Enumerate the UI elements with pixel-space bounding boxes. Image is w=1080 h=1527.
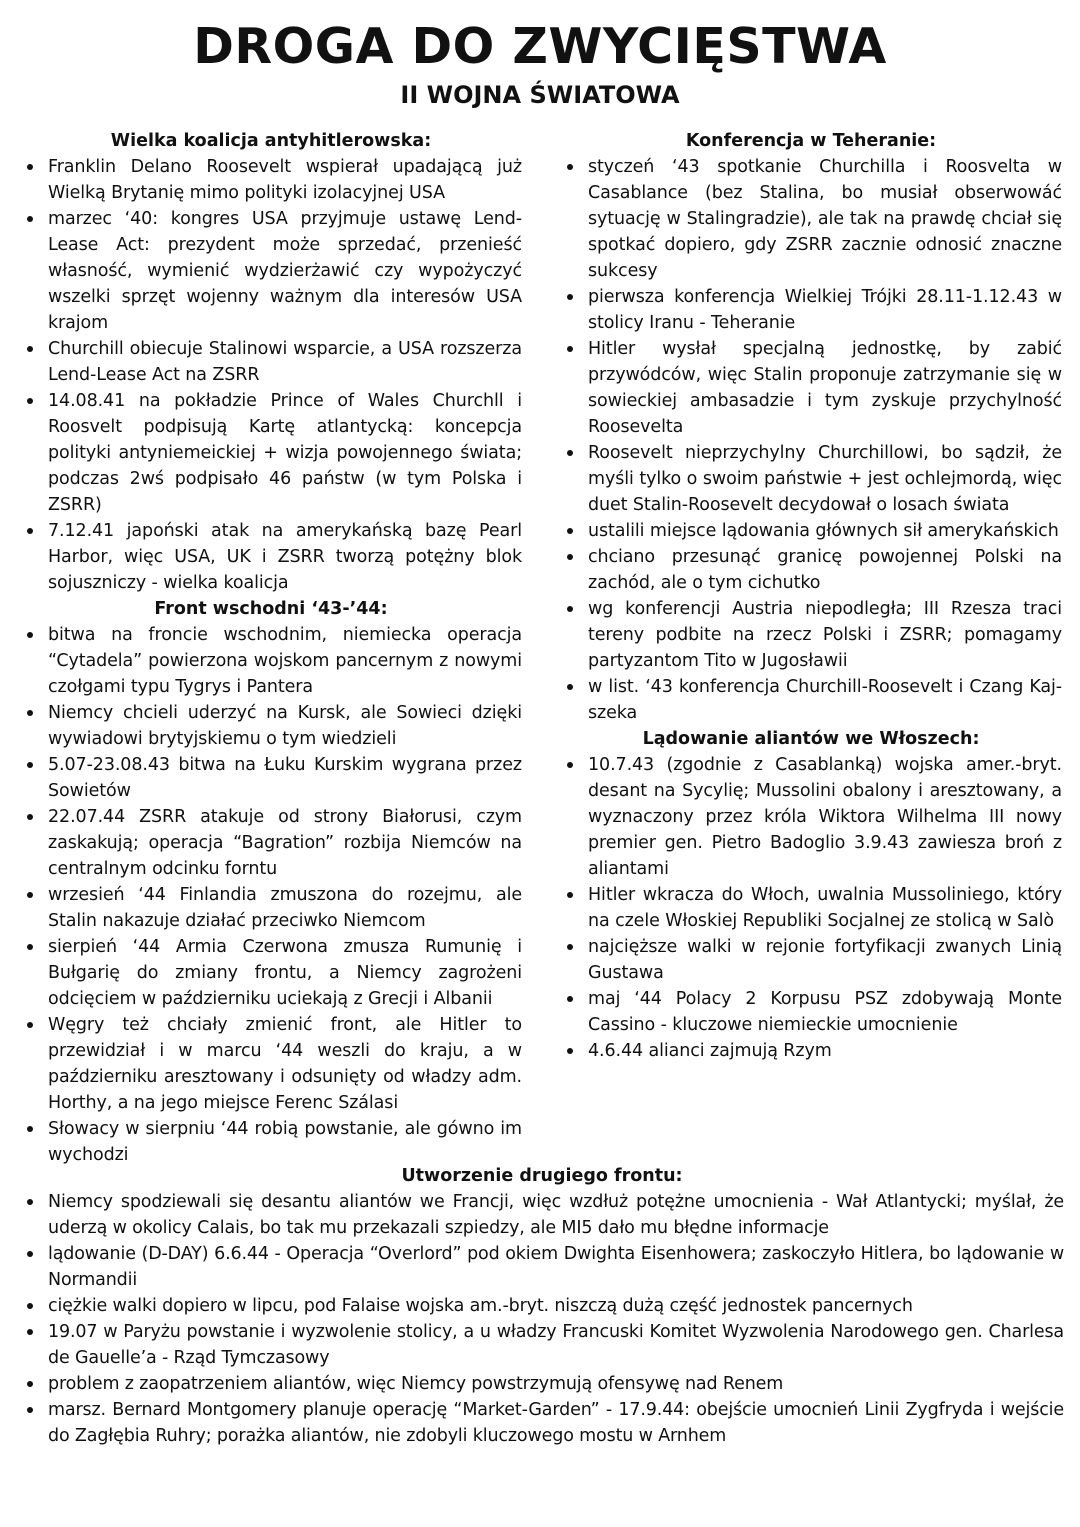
list-item: wrzesień ‘44 Finlandia zmuszona do rozejmu, ale Stalin nakazuje działać przeciwko Niemcom — [20, 882, 522, 934]
list-item: 5.07-23.08.43 bitwa na Łuku Kurskim wygrana przez Sowietów — [20, 752, 522, 804]
list-item: 10.7.43 (zgodnie z Casablanką) wojska amer.-bryt. desant na Sycylię; Mussolini obalony i aresztowany, a wyznaczony przez króla Wiktora Wilhelma III nowy premier gen. Pietro Badoglio 3.9.43 zawiesza broń z aliantami — [560, 752, 1062, 882]
section-heading-wlochy: Lądowanie aliantów we Włoszech: — [642, 729, 980, 749]
list-item: sierpień ‘44 Armia Czerwona zmusza Rumunię i Bułgarię do zmiany frontu, a Niemcy zagrożeni odcięciem w październiku uciekają z Grecji i Albanii — [20, 934, 522, 1012]
list-item: ciężkie walki dopiero w lipcu, pod Falaise wojska am.-bryt. niszczą dużą część jednostek pancernych — [20, 1293, 1064, 1319]
bullet-list-front-wschodni — [20, 622, 522, 1168]
list-item: lądowanie (D-DAY) 6.6.44 - Operacja “Overlord” pod okiem Dwighta Eisenhowera; zaskoczyło Hitlera, bo lądowanie w Normandii — [20, 1241, 1064, 1293]
bullet-list-koalicja — [20, 154, 522, 596]
section-teheran — [560, 128, 1062, 726]
list-item: 22.07.44 ZSRR atakuje od strony Białorusi, czym zaskakują; operacja “Bagration” rozbija Niemców na centralnym odcinku forntu — [20, 804, 522, 882]
section-heading-front-wschodni: Front wschodni ‘43-’44: — [154, 599, 388, 619]
list-item: Węgry też chciały zmienić front, ale Hitler to przewidział i w marcu ‘44 weszli do kraju, a w październiku aresztowany i odsunięty od władzy adm. Horthy, a na jego miejsce Ferenc Szálasi — [20, 1012, 522, 1116]
section-wlochy — [560, 726, 1062, 1064]
section-heading-koalicja: Wielka koalicja antyhitlerowska: — [110, 131, 432, 151]
list-item: bitwa na froncie wschodnim, niemiecka operacja “Cytadela” powierzona wojskom pancernym z nowymi czołgami typu Tygrys i Pantera — [20, 622, 522, 700]
list-item: Churchill obiecuje Stalinowi wsparcie, a USA rozszerza Lend-Lease Act na ZSRR — [20, 336, 522, 388]
bullet-list-drugi-front — [20, 1189, 1064, 1449]
list-item: chciano przesunąć granicę powojennej Polski na zachód, ale o tym cichutko — [560, 544, 1062, 596]
list-item: Hitler wkracza do Włoch, uwalnia Mussoliniego, który na czele Włoskiej Republiki Socjalnej ze stolicą w Salò — [560, 882, 1062, 934]
section-heading-drugi-front: Utworzenie drugiego frontu: — [401, 1166, 683, 1186]
list-item: Roosevelt nieprzychylny Churchillowi, bo sądził, że myśli tylko o swoim państwie + jest ochlejmordą, więc duet Stalin-Roosevelt decydował o losach świata — [560, 440, 1062, 518]
list-item: Franklin Delano Roosevelt wspierał upadającą już Wielką Brytanię mimo polityki izolacyjnej USA — [20, 154, 522, 206]
list-item: problem z zaopatrzeniem aliantów, więc Niemcy powstrzymują ofensywę nad Renem — [20, 1371, 1064, 1397]
list-item: w list. ‘43 konferencja Churchill-Roosevelt i Czang Kaj-szeka — [560, 674, 1062, 726]
page-subtitle: II WOJNA ŚWIATOWA — [400, 81, 680, 109]
list-item: wg konferencji Austria niepodległa; III Rzesza traci tereny podbite na rzecz Polski i ZSRR; pomagamy partyzantom Tito w Jugosławii — [560, 596, 1062, 674]
list-item: marzec ‘40: kongres USA przyjmuje ustawę Lend-Lease Act: prezydent może sprzedać, przenieść własność, wymienić wydzierżawić czy wypożyczyć wszelki sprzęt wojenny ważnym dla interesów USA krajom — [20, 206, 522, 336]
list-item: marsz. Bernard Montgomery planuje operację “Market-Garden” - 17.9.44: obejście umocnień Linii Zygfryda i wejście do Zagłębia Ruhry; porażka aliantów, nie zdobyli kluczowego mostu w Arnhem — [20, 1397, 1064, 1449]
list-item: pierwsza konferencja Wielkiej Trójki 28.11-1.12.43 w stolicy Iranu - Teheranie — [560, 284, 1062, 336]
list-item: Niemcy chcieli uderzyć na Kursk, ale Sowieci dzięki wywiadowi brytyjskiemu o tym wiedzieli — [20, 700, 522, 752]
list-item: 14.08.41 na pokładzie Prince of Wales Churchll i Roosvelt podpisują Kartę atlantycką: koncepcja polityki antyniemeickiej + wizja powojennego świata; podczas 2wś podpisało 46 państw (w tym Polska i ZSRR) — [20, 388, 522, 518]
left-column — [20, 128, 522, 1168]
section-front-wschodni — [20, 596, 522, 1168]
list-item: styczeń ‘43 spotkanie Churchilla i Roosvelta w Casablance (bez Stalina, bo musiał obserwowáć sytuację w Stalingradzie), ale tak na prawdę chciał się spotkać dopiero, gdy ZSRR zacznie odnosić znaczne sukcesy — [560, 154, 1062, 284]
section-drugi-front — [20, 1163, 1064, 1449]
list-item: 7.12.41 japoński atak na amerykańską bazę Pearl Harbor, więc USA, UK i ZSRR tworzą potężny blok sojuszniczy - wielka koalicja — [20, 518, 522, 596]
list-item: 19.07 w Paryżu powstanie i wyzwolenie stolicy, a u władzy Francuski Komitet Wyzwolenia Narodowego gen. Charlesa de Gauelle’a - Rząd Tymczasowy — [20, 1319, 1064, 1371]
list-item: Słowacy w sierpniu ‘44 robią powstanie, ale gówno im wychodzi — [20, 1116, 522, 1168]
list-item: 4.6.44 alianci zajmują Rzym — [560, 1038, 1062, 1064]
list-item: Niemcy spodziewali się desantu aliantów we Francji, więc wzdłuż potężne umocnienia - Wał Atlantycki; myślał, że uderzą w okolicy Calais, bo tak mu przekazali szpiedzy, ale MI5 dało mu błędne informacje — [20, 1189, 1064, 1241]
bullet-list-wlochy — [560, 752, 1062, 1064]
list-item: ustalili miejsce lądowania głównych sił amerykańskich — [560, 518, 1062, 544]
list-item: Hitler wysłał specjalną jednostkę, by zabić przywódców, więc Stalin proponuje zatrzymanie się w sowieckiej ambasadzie i tym zyskuje przychylność Roosevelta — [560, 336, 1062, 440]
section-koalicja — [20, 128, 522, 596]
list-item: najcięższe walki w rejonie fortyfikacji zwanych Linią Gustawa — [560, 934, 1062, 986]
page-title: DROGA DO ZWYCIĘSTWA — [193, 18, 887, 75]
bullet-list-teheran — [560, 154, 1062, 726]
section-heading-teheran: Konferencja w Teheranie: — [685, 131, 937, 151]
list-item: maj ‘44 Polacy 2 Korpusu PSZ zdobywają Monte Cassino - kluczowe niemieckie umocnienie — [560, 986, 1062, 1038]
right-column — [560, 128, 1062, 1064]
